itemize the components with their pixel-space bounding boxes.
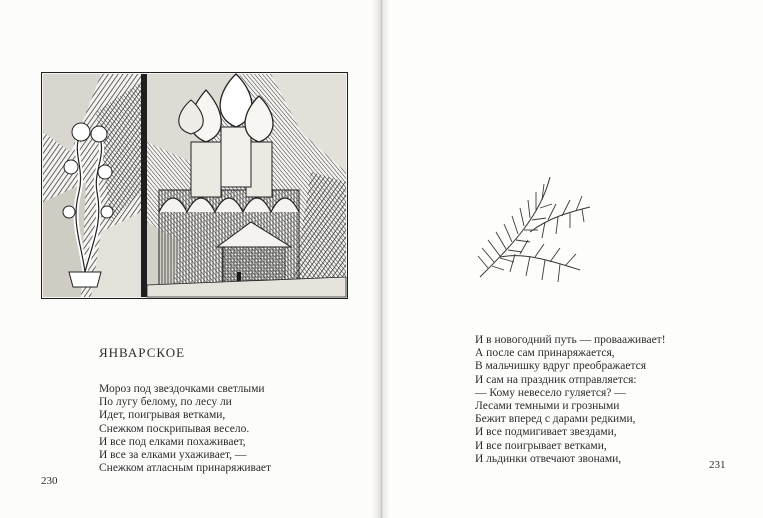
- verse-line: Бежит вперед с дарами редкими,: [475, 413, 636, 426]
- verse-line: Идет, поигрывая ветками,: [99, 409, 226, 422]
- verse-line: В мальчишку вдруг преображается: [475, 360, 647, 373]
- verse-line: — Кому невесело гуляется? —: [475, 386, 626, 399]
- verse-line: И в новогодний путь — провааживает!: [475, 334, 666, 346]
- page-number-right: 231: [709, 459, 726, 471]
- poem-verse-left: [99, 383, 271, 475]
- verse-line: Снежком атласным принаряживает: [99, 462, 272, 475]
- page-number-left: 230: [41, 475, 58, 487]
- fir-branch-illustration: [470, 172, 595, 287]
- verse-line: И все подмигивает звездами,: [475, 426, 617, 439]
- poem-verse-right: [475, 334, 666, 466]
- poem-title: ЯНВАРСКОЕ: [99, 345, 186, 360]
- verse-line: И все за елками ухаживает, —: [99, 449, 247, 462]
- book-gutter: [372, 0, 390, 518]
- verse-line: И сам на праздник отправляется:: [475, 373, 637, 386]
- verse-line: И все под елками похаживает,: [99, 435, 246, 448]
- verse-line: И льдинки отвечают звонами,: [475, 452, 622, 465]
- verse-line: Лесами темными и грозными: [475, 400, 620, 413]
- verse-line: И все поигрывает ветками,: [475, 439, 607, 452]
- verse-line: Мороз под звездочками светлыми: [99, 383, 265, 395]
- verse-line: А после сам принаряжается,: [475, 347, 615, 360]
- church-engraving-illustration: [41, 72, 348, 299]
- verse-line: Снежком поскрипывая весело.: [99, 422, 250, 435]
- verse-line: По лугу белому, по лесу ли: [99, 396, 232, 409]
